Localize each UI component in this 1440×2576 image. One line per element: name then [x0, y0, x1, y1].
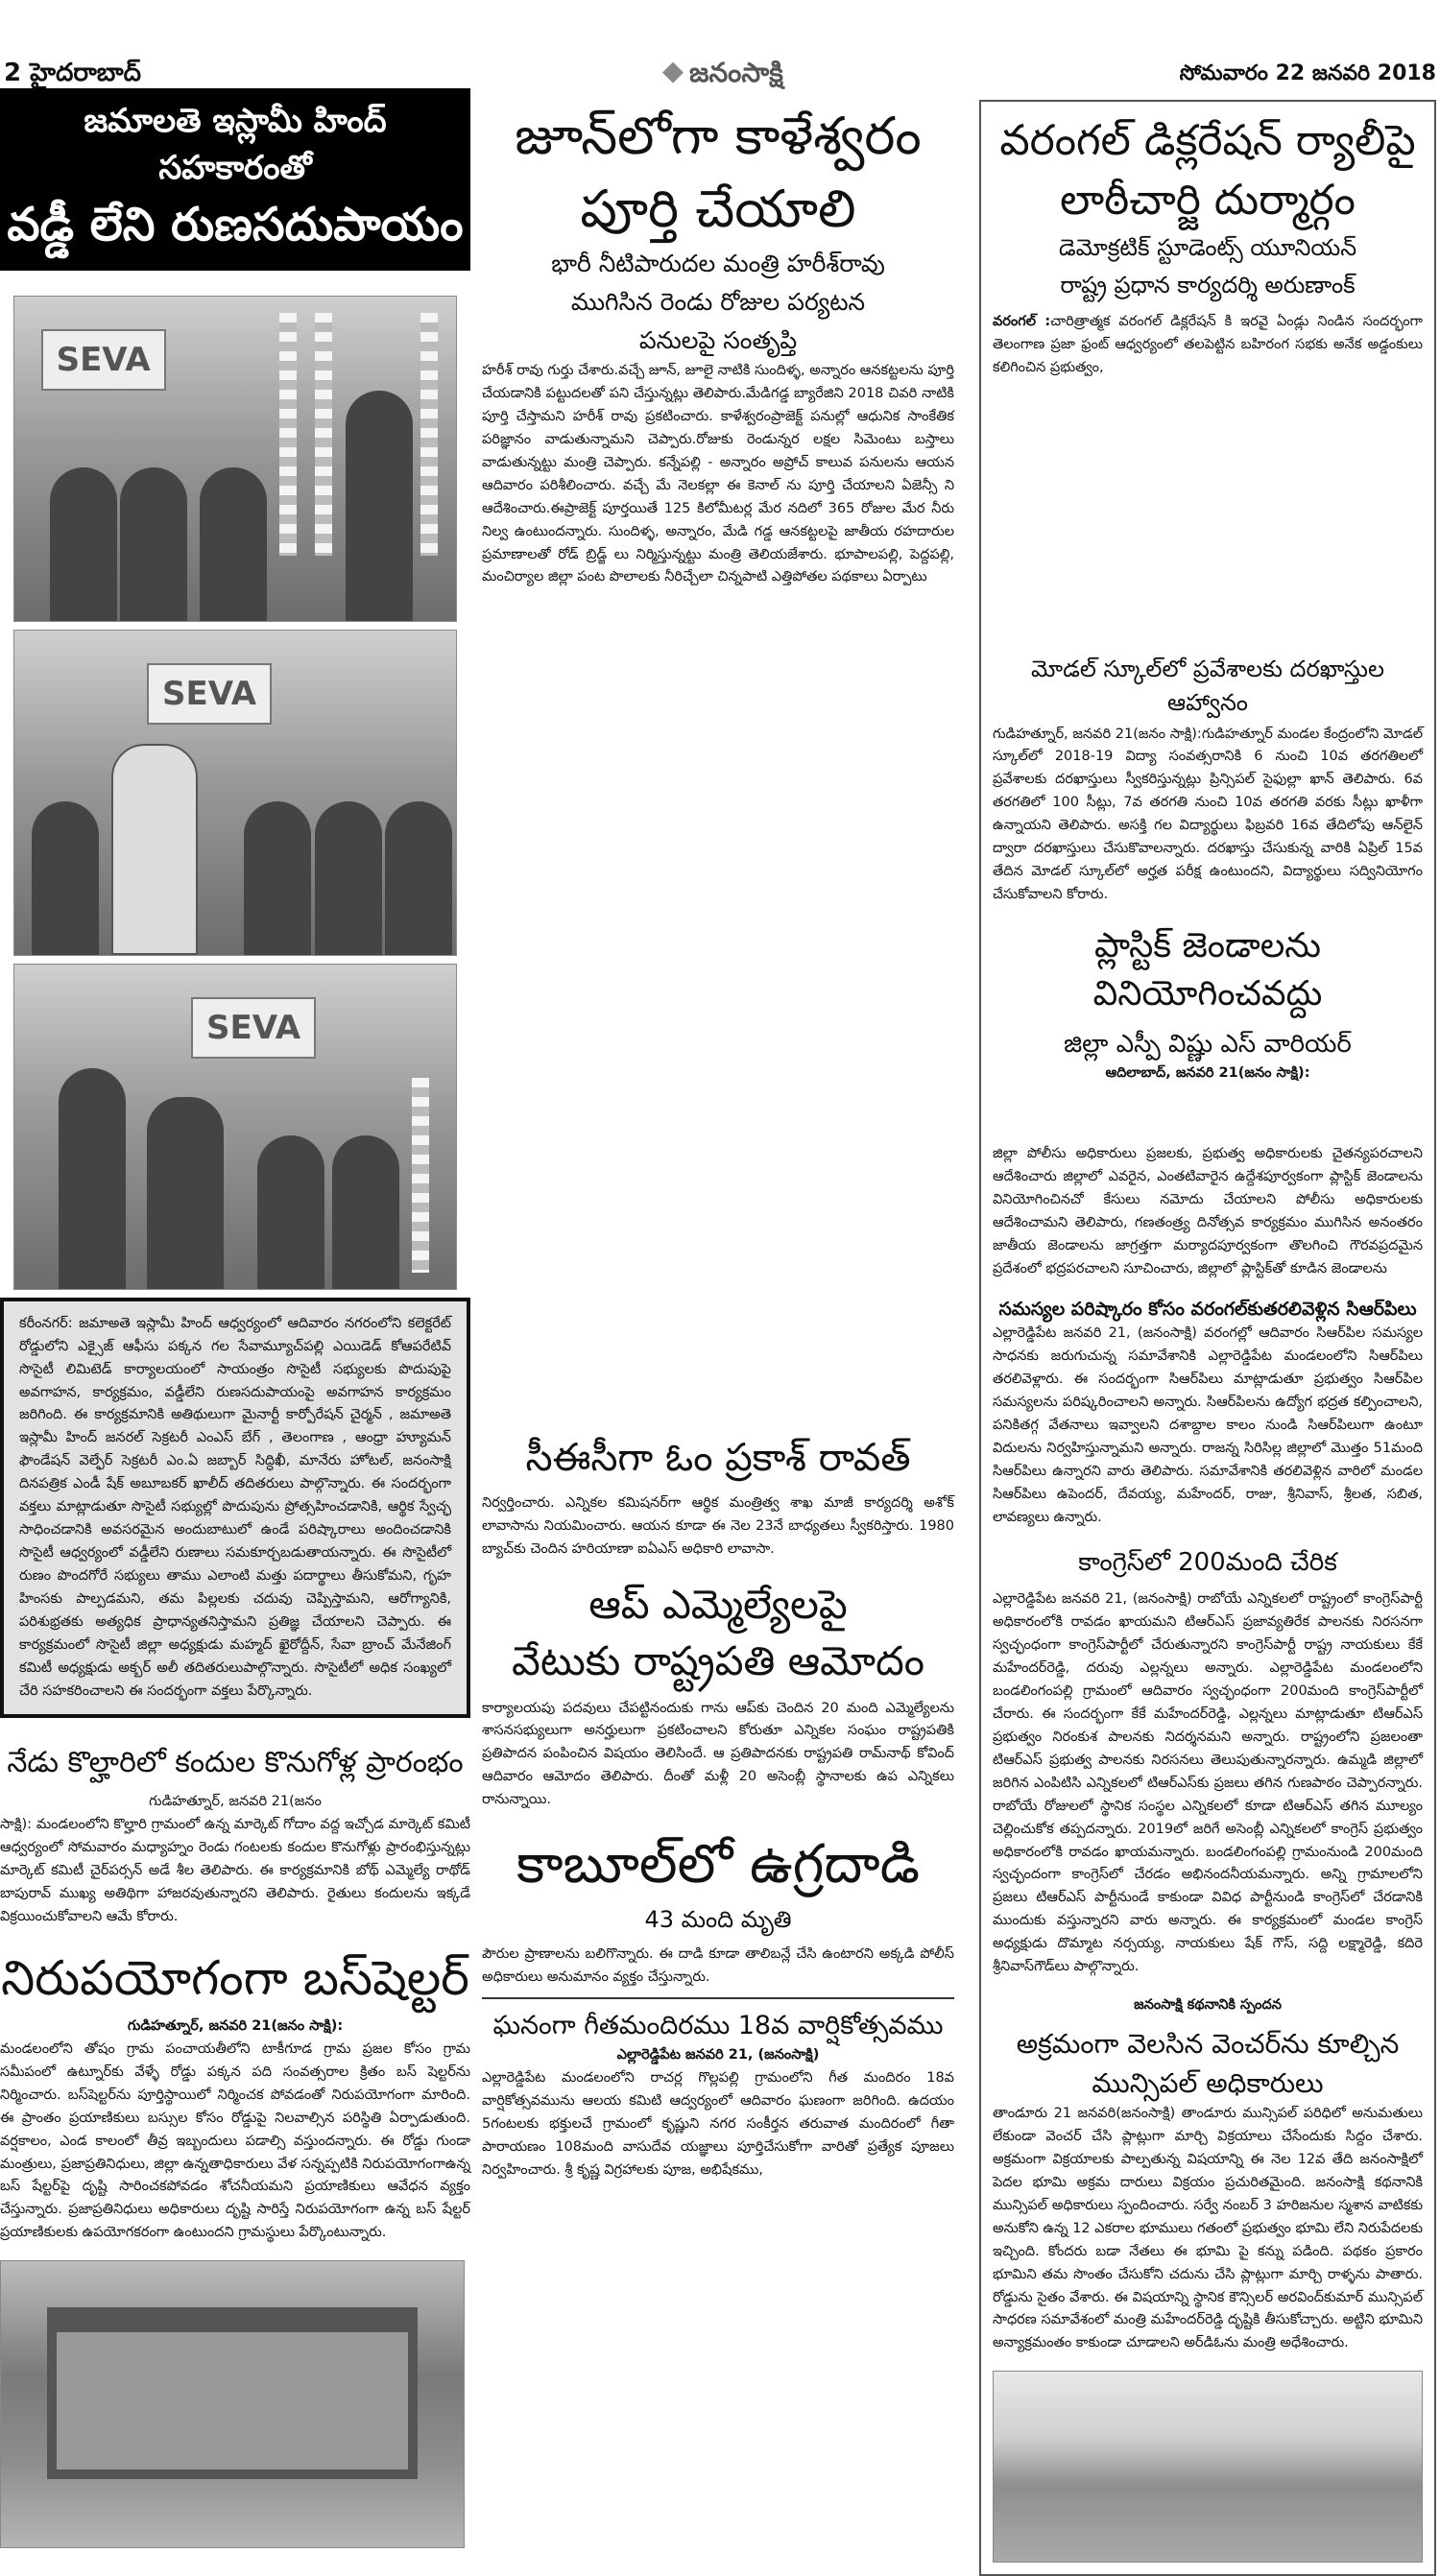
article-body: పౌరుల ప్రాణాలను బలిగొన్నారు. ఈ దాడి కూడా తాలిబన్లే చేసి ఉంటారని అక్కడి పోలీస్ అధికారులు అనుమానం వ్యక్తం చేస్తున్నారు. [482, 1946, 954, 1986]
article-headline: మోడల్ స్కూల్‌లో ప్రవేశాలకు దరఖాస్తుల ఆహ్వానం [1030, 655, 1384, 716]
article-body: సాక్షి): మండలంలోని కొల్హారి గ్రామంలో ఉన్న మార్కెట్ గోదాం వద్ద ఇచ్చోడ మార్కెట్ కమిటీ ఆధ్వర్యంలో సోమవారం మధ్యాహ్నం రెండు గంటలకు కందుల కొనుగోళ్లు ప్రారంభిస్తున్నట్లు మార్కెట్ కమిటీ చైర్‌పర్సన్ అడే శీల తెలిపారు. ఈ కార్యక్రమానికి బోథ్ ఎమ్మెల్యే రాథోడ్ బాపురావ్ ముఖ్య అతిథిగా హాజరవుతున్నారని తెలిపారు. రైతులు కందులను ఇక్కడే విక్రయించుకోవాలని ఆమే కోరారు. [0, 1817, 470, 1925]
headline-line-2: మున్సిపల్ అధికారులు [1092, 2066, 1324, 2099]
congress-article [993, 1545, 1423, 1979]
article-headline: సమస్యల పరిష్కారం కోసం వరంగల్‌కుతరలివెళ్లిన సిఆర్‌పిలు [998, 1298, 1417, 1320]
article-dateline: గుడిహత్నూర్, జనవరి 21(జనం [149, 1794, 322, 1810]
article-headline: కాబూల్‌లో ఉగ్రదాడి [516, 1833, 921, 1896]
article-body: హరీశ్ రావు గుర్తు చేశారు.వచ్చే జూన్, జూలై నాటికి సుందిళ్ళ, అన్నారం ఆనకట్టలను పూర్తి చేయడానికి పట్టుదలతో పని చేస్తున్నట్లు తెలిపారు.మేడిగడ్డ బ్యారేజిని 2018 చివరి నాటికి పూర్తి చేస్తామని హరీశ్ రావు ప్రకటించారు. కాళేశ్వరంప్రాజెక్ట్ పనుల్లో ఆధునిక సాంకేతిక పరిజ్ఞానం వాడుతున్నామని చెప్పారు.రోజుకు రెండున్నర లక్షల సిమెంటు బస్తాలు వాడుతున్నట్టు మంత్రి చెప్పారు. కన్నేపల్లి - అన్నారం అప్రోచ్ కాలువ పనులను ఆయన ఆదివారం పరిశీలించారు. వచ్చే మే నెలకల్లా ఈ కెనాల్ ను పూర్తి చేయాలని ఏజెన్సీ ని ఆదేశించారు.ఈప్రాజెక్ట్ పూర్తయితే 125 కిలోమీటర్ల మేర నదిలో 365 రోజుల మేర నీరు నిల్వ ఉంటుందన్నారు. సుందిళ్ళ, అన్నారం, మేడి గడ్డ ఆనకట్టలపై జాతీయ రహదారుల ప్రమాణాలతో రోడ్ బ్రిడ్జ్ లు నిర్మిస్తున్నట్టు మంత్రి తెలియజేశారు. భూపాలపల్లి, పెద్దపల్లి, మంచిర్యాల జిల్లా పంట పొలాలకు నీరిచ్చేలా చిన్నపాటి ఎత్తిపోతల పథకాలు ఏర్పాటు [482, 363, 954, 585]
kaleshwaram-article [482, 100, 954, 1416]
subheadline: భారీ నీటిపారుదల మంత్రి హరీశ్‌రావు [551, 250, 885, 278]
article-headline: సీఈసీగా ఓం ప్రకాశ్ రావత్ [525, 1436, 911, 1481]
article-body: ఎల్లారెడ్డిపేట జనవరి 21, (జనంసాక్షి) రాబోయే ఎన్నికలలో రాష్ట్రంలో కాంగ్రెస్‌పార్టీ అధికారంలోకి రావడం ఖాయమని టిఆర్‌ఎస్ ప్రజావ్యతిరేక పాలనకు నిరసనగా స్వచ్ఛంధంగా కాంగ్రెస్‌పార్టీలో చేరుతున్నారని కాంగ్రెస్‌పార్టీ రాష్ట్ర నాయకులు కేకే మహేందర్‌రెడ్డి, దరువు ఎల్లన్నలు అన్నారు. ఎల్లారెడ్డిపేట మండలంలోని బండలింగంపల్లి గ్రామంలో ఆదివారం స్వచ్ఛంధంగా 200మంది కాంగ్రెస్‌పార్టీలో చేరారు. ఈ సందర్భంగా కేకే మహేందర్‌రెడ్డి, ఎల్లన్నలు మాట్లాడుతూ టిఆర్‌ఎస్ ప్రభుత్వం నిరంకుశ పాలనకు నిదర్శనమని అన్నారు. రాష్ట్రంలోని ప్రజలంతా టిఆర్‌ఎస్ ప్రభుత్వ పాలనకు నిరసనలు తెలుపుతున్నారన్నారు. ఉమ్మడి జిల్లాలో జరిగిన ఎంపిటిసి ఎన్నికలలో టిఆర్‌ఎస్‌కు ప్రజలు తగిన గుణపాఠం చెప్పారన్నారు. రాబోయే రోజులలో స్థానిక సంస్థల ఎన్నికలలో కూడా టిఆర్‌ఎస్ తగిన మూల్యం చెల్లించుకోక తప్పదన్నారు. 2019లో జరిగే అసెంబ్లీ ఎన్నికలలో కాంగ్రెస్ ప్రభుత్వం అధికారంలోకి రావడం ఖాయమన్నారు. బండలింగంపల్లి గ్రామంనుండి 200మంది స్వచ్ఛందంగా కాంగ్రెస్‌లో చేరడం అభినందనీయమన్నారు. అన్ని గ్రామాలలోని ప్రజలు టిఆర్‌ఎస్ పార్టీనుండే కాకుండా వివిధ పార్టీనుండి కాంగ్రెస్‌లో చేరడానికి ముందుకు వస్తున్నారని వారు అన్నారు. ఈ కార్యక్రమంలో మండల కాంగ్రెస్ అధ్యక్షుడు దొమ్మాట నర్సయ్య, నాయకులు షేక్ గౌస్, సద్ది లక్ష్మారెడ్డి, కదిరె శ్రీనివాస్‌గౌడ్‌లు పాల్గొన్నారు. [993, 1591, 1423, 1975]
headline-line-1: అక్రమంగా వెలసిన వెంచర్‌ను కూల్చిన [1016, 2027, 1400, 2060]
article-body: కార్యాలయపు పదవులు చేపట్టినందుకు గాను ఆప్‌కు చెందిన 20 మంది ఎమ్మెల్యేలను శాసనసభ్యులుగా అనర్హులుగా ప్రకటించాలని కోరుతూ ఎన్నికల సంఘం రాష్ట్రపతికి ప్రతిపాదన పంపించిన విషయం తెలిసిందే. ఆ ప్రతిపాదనకు రాష్ట్రపతి రామ్‌నాథ్ కోవింద్ ఆదివారం ఆమోదం తెలిపారు. దీంతో మళ్లీ 20 అసెంబ్లీ స్థానాలకు ఉప ఎన్నికలు రానున్నాయి. [482, 1700, 954, 1808]
article-body: జిల్లా పోలీసు అధికారులు ప్రజలకు, ప్రభుత్వ అధికారులకు చైతన్యపరచాలని ఆదేశించారు జిల్లాలో ఎవరైన, ఎంతటివారైన ఉద్దేశపూర్వకంగా ప్లాస్టిక్ జెండాలను వినియోగించినచో కేసులు నమోదు చేయాలని పోలీసు అధికారులకు ఆదేశించామని తెలిపారు, గణతంత్ర్య దినోత్సవ కార్యక్రమం ముగిసిన అనంతరం జాతీయ జెండాలను జాగ్రత్తగా మర్యాదపూర్వకంగా తొలగించి గౌరవప్రదమైన ప్రదేశంలో భద్రపరచాలని సూచించారు, జిల్లాలో ప్లాస్టిక్‌తో కూడిన జెండాలను [993, 1146, 1423, 1276]
article-body: గుడిహత్నూర్, జనవరి 21(జనం సాక్షి):గుడిహత్నూర్ మండల కేంద్రంలోని మోడల్ స్కూల్‌లో 2018-19 విద్యా సంవత్సరానికి 6 నుంచి 10వ తరగతిలలో ప్రవేశాలకు దరఖాస్తులు స్వీకరిస్తున్నట్లు ప్రిన్సిపల్ సైఫుల్లా ఖాన్ తెలిపారు. 6వ తరగతిలో 100 సీట్లు, 7వ తరగతి నుంచి 10వ తరగతి వరకు సీట్లు ఖాళీగా ఉన్నాయని తెలిపారు. అసక్తి గల విద్యార్థులు ఫిబ్రవరి 16వ తేదిలోపు ఆన్‌లైన్ ద్వారా దరఖాస్తులు చేసుకొవాలన్నారు. దరఖాస్తు చేసుకున్న వారికి ఏప్రిల్ 15వ తేదిన మోడల్ స్కూల్‌లో అర్హత పరీక్ష ఉంటుందని, విద్యార్థులు సద్వినియోగం చేసుకోవాలని కోరారు. [993, 726, 1423, 903]
photo-banner-text: SEVA [41, 329, 166, 391]
headline-line-2: లాఠీచార్జి దుర్మార్గం [1060, 175, 1356, 225]
lead-left-article [0, 1298, 470, 1719]
article-body: చారిత్రాత్మక వరంగల్ డిక్లరేషన్ కి ఇరవై ఏండ్లు నిండిన సందర్భంగా తెలంగాణ ప్రజా ఫ్రంట్ ఆధ్వర్యంలో తలపెట్టిన బహిరంగ సభకు అనేక అడ్డంకులు కలిగించిన ప్రభుత్వం, [993, 313, 1424, 375]
article-body: మండలంలోని తోషం గ్రామ పంచాయతీలోని టాకీగూడ గ్రామ ప్రజల కోసం గ్రామ సమీపంలో ఉట్నూర్‌కు వేళ్ళే రోడ్డు పక్కన పది సంవత్సరాల క్రితం బస్ షెల్టర్‌ను నిర్మించారు. బస్‌షెల్టర్‌ను పూర్తిస్థాయిలో నిర్మించక పోవడంతో నిరుపయోగంగా మారింది. ఈ ప్రాంతం ప్రయాణికులు బస్సుల కోసం రోడ్డుపై నిలవాల్సిన పరిస్థితి ఏర్పాడుతుంది. వర్షకాలం, ఎండ కాలంలో తీవ్ర ఇబ్బందులు పడాల్సి వస్తుందన్నారు. ఈ రోడ్డు గుండా మంత్రులు, ప్రజాప్రతినిధులు, జిల్లా ఉన్నతాధికారులు వేళ సన్నప్పటికి నిరుపయోగంగాఉన్న బస్ షేల్టర్‌పై దృష్టి సారించకపోవడం శోచనీయమని ప్రయాణికులు ఆవేధన వ్యక్తం చేస్తున్నారు. ప్రజాప్రతినిధులు అధికారులు దృష్టి సారిస్తే నిరుపయోగంగా ఉన్న బస్ షేల్టర్ ప్రయాణికులకు ఉపయోగకరంగా ఉంటుందని గ్రామస్థులు పేర్కొంటున్నారు. [0, 2040, 470, 2241]
venture-site-photo [993, 2371, 1423, 2563]
headline-line-2: వడ్డీ లేని రుణసదుపాయం [7, 197, 464, 251]
lead-left-headline [0, 88, 470, 271]
photo-banner-text: SEVA [147, 663, 272, 725]
bus-shelter-article [0, 1944, 470, 2245]
warangal-article [993, 111, 1423, 637]
article-headline: ప్లాస్టిక్ జెండాలను వినియోగించవద్దు [1092, 925, 1323, 1014]
middle-column [476, 100, 960, 2182]
headline-line-2: పూర్తి చేయాలి [580, 178, 856, 239]
aap-article [482, 1577, 954, 1812]
subheadline: జిల్లా ఎస్పీ విష్ణు ఎస్ వారియర్ [1064, 1029, 1352, 1059]
headline-line-1: జూన్‌లోగా కాళేశ్వరం [515, 106, 922, 166]
masthead-logo [662, 54, 783, 91]
article-headline: నేడు కొల్హారిలో కందుల కొనుగోళ్ల ప్రారంభం [7, 1746, 464, 1780]
left-column [0, 88, 470, 2548]
article-body: తాండూరు 21 జనవరి(జనంసాక్షి) తాండూరు మున్సిపల్ పరిధిలో అనుమతులు లేకుండా వెంచర్ చేసి ప్లాట్లుగా మార్చి విక్రయాలు చేసేందుకు సిద్దం చేశారు. అక్రమంగా విక్రయాలకు పాల్పతున్న విషయాన్ని ఈ నెల 12వ తేది జనంసాక్షిలో పెదల భూమి అక్రమ దారులు విక్రయం ప్రచురితమైంది. జనంసాక్షి కథనానికి మున్సిపల్ అధికారులు స్పందించారు. సర్వే నంబర్ 3 హరిజనుల స్మశాన వాటికకు అనుకోని ఉన్న 12 ఎకరాల భూములు గతంలో ప్రభుత్వం భూమి లేని నిరుపేదలకు ఇచ్చింది. కోందరు బడా నేతలు ఈ భూమి పై కన్ను పడింది. పథకం ప్రకారం భూమిని తమ సొంతం చేసుకోని చదును చేసి ప్లాట్లుగా మార్చి రాళ్ళను పాతారు. రోడ్డును సైతం వేశారు. ఈ విషయాన్ని స్థానిక కౌన్సిలర్ అరవింద్‌కుమార్ మున్సిపల్ సాధరణ సమావేశంలో మంత్రి మహేందర్‌రెడ్డి దృష్టికి తీసుకోచ్చారు. అట్టిని భూమిని అన్యాక్రమంతం కాకుండా చూడాలని అర్‌డిఓను మంత్రి అధేశించారు. [993, 2106, 1423, 2351]
event-photo-3 [13, 964, 457, 1290]
bus-shelter-photo [0, 2260, 465, 2548]
article-body: కరీంనగర్: జమాఅతె ఇస్లామీ హింద్ ఆధ్వర్యంలో ఆదివారం నగరంలోని కలెక్టరేట్ రోడ్డులోని ఎక్సైజ్ ఆఫీసు పక్కన గల సేవామ్యూచ్‌పల్లి ఎయిడెడ్ కోఆపరేటివ్ సొసైటీ లిమిటెడ్ కార్యాలయంలో సాయంత్రం సొసైటీ సభ్యులకు పొదుపుపై అవగాహన, కార్యక్రమం, వడ్డీలేని రుణసదుపాయంపై అవగాహన కార్యక్రమం జరిగింది. ఈ కార్యక్రమానికి అతిథులుగా మైనార్టీ కార్పోరేషన్ చైర్మన్ , జమాఅతె ఇస్లామీ హింద్ జనరల్ సెక్రటరీ ఎంఎస్ బేగ్ , తెలంగాణ , ఆంధ్రా హ్యూమన్ ఫౌండేషన్ వెల్ఫేర్ సెక్రటరీ ఎం.ఏ జబ్బార్ సిద్ధిఖీ, మానేరు హోటల్, జనంసాక్షి దినపత్రిక ఎండీ షేక్ అబూబకర్ ఖాలీద్ తదితరులు పాల్గొన్నారు. ఈ సందర్భంగా వక్తలు మాట్లాడుతూ సొసైటీ సభ్యుల్లో పొదుపును ప్రోత్సహించడానికి, ఆర్థిక స్వేచ్ఛ సాధించడానికి అవసరమైన అందుబాటులో ఉండే పరిష్కారాలు అందించడానికి సొసైటీ ఆధ్వర్యంలో వడ్డీలేని రుణాలు సమకూర్చబడుతాయన్నారు. ఈ సొసైటీలో రుణం పొందగోరే సభ్యులు తాము ఎలాంటి మత్తు పదార్థాలు తీసుకోమని, గృహ హింసకు పాల్పడమని, తమ పిల్లలకు చదువు చెప్పిస్తామని, ఆరోగ్యానికి, పరిశుభ్రతకు అత్యధిక ప్రాధాన్యతనిస్తామని ప్రతిజ్ఞ చేయాలని చెప్పారు. ఈ కార్యక్రమంలో సొసైటీ జిల్లా అధ్యక్షుడు మహ్మద్ ఖైరోద్దీన్, సేవా బ్రాంచ్ మేనేజింగ్ కమిటీ అధ్యక్షుడు అక్బర్ అలీ తదితరులుపాల్గొన్నారు. సొసైటీలో అధిక సంఖ్యలో చేరి సహకరించాలని ఈ సందర్భంగా వక్తలు పేర్కొన్నారు. [19, 1315, 451, 1699]
subheadline: 43 మంది మృతి [644, 1905, 792, 1933]
article-dateline: వరంగల్ : [993, 313, 1051, 329]
cec-article [482, 1431, 954, 1562]
headline-line-1: జమాలతె ఇస్లామీ హింద్ సహకారంతో [84, 102, 387, 188]
geetamandiram-article [482, 2007, 954, 2182]
right-column-frame [979, 100, 1436, 2576]
event-photo-1 [13, 296, 457, 622]
event-photo-2 [13, 630, 457, 956]
kabul-article [482, 1827, 954, 1999]
photo-banner-text: SEVA [191, 997, 316, 1059]
logo-icon [662, 62, 684, 83]
article-body: నిర్వర్తించారు. ఎన్నికల కమిషనర్‌గా ఆర్థిక మంత్రిత్వ శాఖ మాజీ కార్యదర్శి అశోక్ లావాసాను నియమించారు. ఆయన కూడా ఈ నెల 23నే బాధ్యతలు స్వీకరిస్తారు. 1980 బ్యాచ్‌కు చెందిన హరియాణా ఐఏఎస్ అధికారి లావాసా. [482, 1495, 954, 1558]
logo-text: జనంసాక్షి [689, 57, 783, 88]
article-kicker: జనంసాక్షి కథనానికి స్పందన [1134, 1997, 1282, 2014]
kandulu-article [0, 1743, 470, 1929]
plastic-flags-article [993, 922, 1423, 1281]
subheadline: రాష్ట్ర ప్రధాన కార్యదర్శి అరుణాంక్ [1060, 271, 1356, 298]
issue-date: సోమవారం 22 జనవరి 2018 [1179, 61, 1436, 85]
article-dateline: ఎల్లారెడ్డిపేట జనవరి 21, (జనంసాక్షి) [616, 2047, 820, 2063]
article-body: ఎల్లారెడ్డిపేట మండలంలోని రాచర్ల గొల్లపల్లి గ్రామంలోని గీత మందిరం 18వ వార్షికోత్సవమును ఆలయ కమిటి ఆద్వర్యంలో ఆదివారం ఘణంగా జరిగింది. ఉదయం 5గంటలకు భక్తులచే గ్రామంలో కృష్ణుని నగర సంకీర్తన తరువాత మందిరంలో గీతా పారాయణం 108మంది వాసుదేవ యజ్ఞాలు పూర్తిచేసుకోగా వారితో ప్రత్యేక పూజలు నిర్వహించారు. శ్రీ కృష్ణ విగ్రహాలకు పూజ, అభిషేకము, [482, 2070, 954, 2178]
headline-line-1: వరంగల్ డిక్లరేషన్ ర్యాలీపై [999, 116, 1416, 165]
venture-article [993, 1994, 1423, 2355]
crp-article [993, 1297, 1423, 1530]
headline-line-1: ఆప్ ఎమ్మెల్యేలపై [588, 1580, 848, 1628]
article-body: ఎల్లారెడ్డిపేట జనవరి 21, (జనంసాక్షి) వరంగల్లో ఆదివారం సిఆర్‌పిల సమస్యల సాధనకు జరుగుచున్న సమావేశానికి ఎల్లారెడ్డిపేట మండలంలోని సిఆర్‌పిలు తరలివెళ్లారు. ఈ సందర్భంగా సిఆర్‌పిలు మాట్లాడుతూ ప్రభుత్వం సిఆర్‌పిల సమస్యలను పరిష్కరించాలని అన్నారు. సిఆర్‌పిలను ఉద్యోగ భద్రత కల్పించాలని, పనికితగ్గ వేతనాలు ఇవ్వాలని దశాబ్దాల కాలం నుండి సిఆర్‌పిలుగా ఉంటూ విదులను నిర్వహిస్తున్నామని అన్నారు. రాజన్న సిరిసిల్ల జిల్లాలో మొత్తం 51మంది సిఆర్‌పిలు ఉన్నారని వారు తెలిపారు. సమావేశానికి తరలివెళ్లిన వారిలో మండల సిఆర్‌పిలు ఉపెందర్, దేవయ్య, మహేందర్, రాజు, శ్రీనివాస్, శ్రీలత, సబిత, లావణ్యలు ఉన్నారు. [993, 1325, 1423, 1525]
article-headline: కాంగ్రెస్‌లో 200మంది చేరిక [1078, 1547, 1337, 1577]
headline-line-2: వేటుకు రాష్ట్రపతి ఆమోదం [511, 1636, 925, 1684]
article-dateline: గుడిహత్నూర్, జనవరి 21(జనం సాక్షి): [127, 2017, 344, 2034]
page-number-section: 2 హైదరాబాద్ [4, 59, 141, 87]
subheadline: పనులపై సంతృప్తి [638, 326, 798, 355]
model-school-article [993, 653, 1423, 907]
article-dateline: ఆదిలాబాద్, జనవరి 21(జనం సాక్షి): [1105, 1065, 1310, 1082]
article-headline: నిరుపయోగంగా బస్‌షెల్టర్ [1, 1949, 469, 2006]
subheadline: ముగిసిన రెండు రోజుల పర్యటన [570, 288, 866, 317]
subheadline: డెమోక్రటిక్ స్టూడెంట్స్ యూనియన్ [1058, 234, 1357, 262]
article-headline: ఘనంగా గీతమందిరము 18వ వార్షికోత్సవము [492, 2011, 944, 2041]
divider [482, 1997, 954, 1999]
page-header [0, 0, 1440, 100]
